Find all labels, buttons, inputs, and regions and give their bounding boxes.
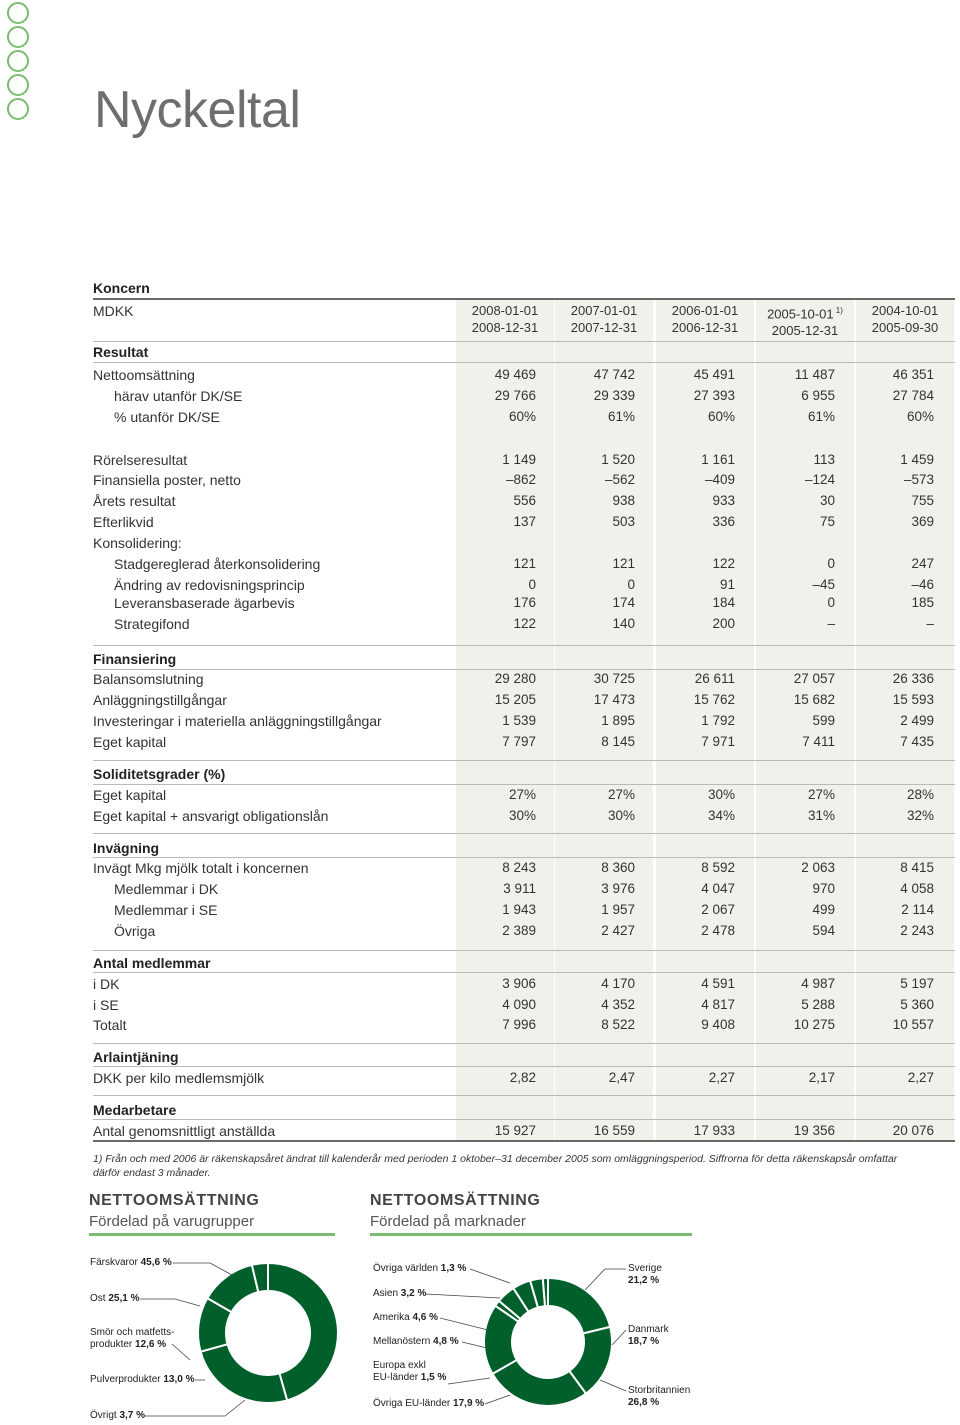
label-percent: 1,5 % [418,1372,447,1383]
label-text: Övrigt [90,1410,117,1421]
cell-value: 121 [513,556,536,571]
cell-value: 176 [513,595,536,610]
cell-value: 4 352 [601,997,635,1012]
chart-title: NETTOOMSÄTTNING [370,1192,541,1209]
label-percent: 26,8 % [628,1397,660,1408]
cell-value: 9 408 [701,1017,735,1032]
cell-value: 5 288 [801,997,835,1012]
label-percent: 1,3 % [438,1263,467,1274]
section-heading: Resultat [93,344,149,360]
cell-value: 15 762 [693,692,735,707]
label-text: Sverige [628,1263,662,1274]
row-label: Finansiella poster, netto [93,472,241,488]
chart2-label [373,1360,446,1384]
cell-value: 1 792 [701,713,735,728]
chart2-leader-line [426,1294,500,1298]
cell-value: 27 057 [793,671,835,686]
label-percent: 25,1 % [105,1293,140,1304]
label-percent: 13,0 % [160,1374,195,1385]
cell-value: 30% [707,787,735,802]
row-label: Årets resultat [93,493,176,509]
row-label: Eget kapital [93,787,167,803]
section-heading: Antal medlemmar [93,955,211,971]
cell-value: 27 393 [693,388,735,403]
label-text: Europa exkl [373,1360,426,1371]
period-from: 2007-01-01 [570,303,638,318]
label-text: Amerika [373,1312,410,1323]
label-text: Färskvaror [90,1257,138,1268]
cell-value: 4 170 [601,976,635,991]
section-heading: Arlaintjäning [93,1049,179,1065]
row-label: i DK [93,976,120,992]
period-from: 2004-10-01 [871,303,939,318]
label-text: Ost [90,1293,106,1304]
cell-value: 27 784 [892,388,934,403]
chart2-leader-line [470,1269,510,1283]
row-label: Leveransbaserade ägarbevis [114,595,295,611]
row-label: Konsolidering: [93,535,182,551]
cell-value: 137 [513,514,536,529]
cell-value: 4 987 [801,976,835,991]
cell-value: 4 591 [701,976,735,991]
cell-value: 60% [707,409,735,424]
cell-value: 10 557 [892,1017,934,1032]
cell-value: 2,47 [608,1070,635,1085]
label-text: produkter [90,1339,133,1350]
label-percent: 4,6 % [409,1312,439,1323]
row-label: Strategifond [114,616,190,632]
unit-label: MDKK [93,303,134,319]
row-label: Nettoomsättning [93,367,195,383]
cell-value: 20 076 [892,1123,934,1138]
cell-value: 2,82 [509,1070,536,1085]
row-label: % utanför DK/SE [114,409,220,425]
row-label: Efterlikvid [93,514,154,530]
chart2-label [373,1336,459,1348]
row-label: Medlemmar i SE [114,902,218,918]
cell-value: 28% [906,787,934,802]
cell-value: 27% [607,787,635,802]
period-to: 2007-12-31 [570,320,638,335]
chart1-label [90,1374,195,1386]
row-label: Totalt [93,1017,127,1033]
row-label: härav utanför DK/SE [114,388,243,404]
cell-value: 938 [612,493,635,508]
cell-value: 4 817 [701,997,735,1012]
chart-underline [89,1233,335,1236]
cell-value: 6 955 [801,388,835,403]
cell-value: 1 520 [601,452,635,467]
cell-value: 3 906 [502,976,536,991]
label-text: Övriga EU-länder [373,1398,451,1409]
cell-value: 122 [513,616,536,631]
chart2-label [373,1398,484,1410]
row-label: Balansomslutning [93,671,204,687]
cell-value: 7 971 [701,734,735,749]
cell-value: 755 [911,493,934,508]
label-percent: 3,2 % [398,1288,427,1299]
label-text: Asien [373,1288,399,1299]
cell-value: 60% [508,409,536,424]
cell-value: 594 [812,923,835,938]
chart2-leader-line [440,1318,488,1330]
cell-value: 499 [812,902,835,917]
chart1-label [90,1257,172,1269]
cell-value: 2,17 [808,1070,835,1085]
cell-value: 45 491 [693,367,735,382]
cell-value: 8 145 [601,734,635,749]
cell-value: 599 [812,713,835,728]
cell-value: 17 473 [593,692,635,707]
cell-value: 15 927 [494,1123,536,1138]
cell-value: 49 469 [494,367,536,382]
chart1-leader-line [172,1344,190,1360]
cell-value: 1 957 [601,902,635,917]
cell-value: 0 [827,595,835,610]
cell-value: 46 351 [892,367,934,382]
cell-value: 26 336 [892,671,934,686]
cell-value: 2 427 [601,923,635,938]
row-label: Investeringar i materiella anläggningstillgångar [93,713,382,729]
row-label: Eget kapital + ansvarigt obligationslån [93,808,329,824]
period-to: 2008-12-31 [471,320,539,335]
cell-value: 15 205 [494,692,536,707]
label-text: Pulverprodukter [90,1374,161,1385]
cell-value: 26 611 [694,671,735,686]
label-percent: 4,8 % [430,1336,459,1347]
section-heading: Medarbetare [93,1102,177,1118]
cell-value: 15 593 [892,692,934,707]
cell-value: 200 [712,616,735,631]
period-to: 2006-12-31 [671,320,739,335]
cell-value: 2 478 [701,923,735,938]
chart2-label [628,1385,690,1409]
row-label: Invägt Mkg mjölk totalt i koncernen [93,860,309,876]
cell-value: 61% [807,409,835,424]
label-text: Mellanöstern [373,1336,431,1347]
cell-value: 185 [911,595,934,610]
chart2-leader-line [600,1380,626,1391]
period-from: 2008-01-01 [471,303,539,318]
cell-value: 19 356 [793,1123,835,1138]
chart1-leader-line [140,1299,200,1306]
label-text: Smör och matfetts- [90,1327,175,1338]
footnote-marker: 1) [833,306,843,315]
section-heading: Soliditetsgrader (%) [93,766,226,782]
cell-value: 30 725 [593,671,635,686]
chart-title: NETTOOMSÄTTNING [89,1192,260,1209]
cell-value: 60% [906,409,934,424]
cell-value: 27% [508,787,536,802]
cell-value: 556 [513,493,536,508]
cell-value: –409 [704,472,735,487]
row-label: Stadgereglerad återkonsolidering [114,556,321,572]
cell-value: 174 [612,595,635,610]
cell-value: 5 197 [900,976,934,991]
cell-value: – [926,616,934,631]
cell-value: 1 459 [900,452,934,467]
cell-value: 7 797 [502,734,536,749]
cell-value: 2 067 [701,902,735,917]
label-percent: 12,6 % [132,1339,167,1350]
cell-value: 2 499 [900,713,934,728]
cell-value: 8 592 [701,860,735,875]
chart2-leader-line [448,1378,490,1384]
row-label: Anläggningstillgångar [93,692,227,708]
cell-value: 2 243 [900,923,934,938]
cell-value: 8 243 [502,860,536,875]
cell-value: –124 [804,472,835,487]
cell-value: 1 539 [502,713,536,728]
cell-value: 1 895 [601,713,635,728]
chart2-leader-line [485,1395,510,1404]
label-percent: 18,7 % [628,1336,660,1347]
cell-value: 75 [819,514,835,529]
period-to: 2005-09-30 [871,320,939,335]
cell-value: 0 [528,577,536,592]
cell-value: 11 487 [794,367,835,382]
chart2-leader-line [585,1269,626,1290]
cell-value: 47 742 [593,367,635,382]
cell-value: 8 415 [900,860,934,875]
chart1-leader-line [173,1263,232,1275]
cell-value: 2 389 [502,923,536,938]
cell-value: 32% [906,808,934,823]
cell-value: 10 275 [793,1017,835,1032]
chart2-label [373,1288,426,1300]
chart2-label [628,1324,669,1348]
cell-value: 4 058 [900,881,934,896]
cell-value: 1 161 [701,452,735,467]
cell-value: 113 [813,452,835,467]
chart-subtitle: Fördelad på varugrupper [89,1213,255,1230]
cell-value: –562 [604,472,635,487]
cell-value: 369 [911,514,934,529]
row-label: i SE [93,997,119,1013]
label-percent: 21,2 % [628,1275,660,1286]
chart1-label [90,1327,174,1351]
cell-value: 121 [612,556,635,571]
cell-value: 1 149 [502,452,536,467]
marknad-slice-0 [548,1278,610,1333]
row-label: Ändring av redovisningsprincip [114,577,305,593]
cell-value: 503 [612,514,635,529]
label-text: Övriga världen [373,1263,439,1274]
cell-value: 184 [712,595,735,610]
cell-value: 3 911 [503,881,536,896]
cell-value: 8 522 [601,1017,635,1032]
chart1-label [90,1293,139,1305]
cell-value: 2 063 [801,860,835,875]
row-label: Antal genomsnittligt anställda [93,1123,276,1139]
cell-value: – [827,616,835,631]
chart2-label [628,1263,662,1287]
cell-value: 27% [807,787,835,802]
label-percent: 45,6 % [137,1257,172,1268]
cell-value: 61% [607,409,635,424]
chart1-leader-line [145,1400,245,1416]
cell-value: 2,27 [907,1070,934,1085]
footnote: 1) Från och med 2006 är räkenskapsåret ändrat till kalenderår med perioden 1 oktober–31 december 2005 som omläggningsperiod. Siffrorna för detta räkenskapsår omfattar därför endast 3 månader. [93,1153,898,1179]
cell-value: 17 933 [693,1123,735,1138]
cell-value: 7 996 [502,1017,536,1032]
row-label: Rörelseresultat [93,452,188,468]
cell-value: 29 280 [494,671,536,686]
cell-value: 29 766 [494,388,536,403]
period-from: 2006-01-01 [671,303,739,318]
cell-value: 970 [812,881,835,896]
row-label: Övriga [114,923,156,939]
cell-value: –45 [812,577,835,592]
cell-value: 34% [707,808,735,823]
group-heading: Koncern [93,280,150,296]
cell-value: 933 [712,493,735,508]
period-from: 2005-10-01 [767,306,834,322]
cell-value: –862 [505,472,536,487]
cell-value: 140 [612,616,635,631]
cell-value: 122 [712,556,735,571]
cell-value: 30 [819,493,835,508]
cell-value: 30% [607,808,635,823]
cell-value: 1 943 [502,902,536,917]
cell-value: 15 682 [793,692,835,707]
chart2-label [373,1263,466,1275]
cell-value: 2 114 [901,902,934,917]
row-label: Medlemmar i DK [114,881,219,897]
label-percent: 3,7 % [116,1410,146,1421]
label-percent: 17,9 % [450,1398,485,1409]
chart-subtitle: Fördelad på marknader [370,1213,526,1230]
cell-value: –573 [903,472,934,487]
cell-value: 0 [627,577,635,592]
chart2-leader-line [612,1330,626,1345]
cell-value: 247 [911,556,934,571]
chart1-label [90,1410,145,1422]
page-title: Nyckeltal [94,81,301,139]
chart-underline [370,1233,692,1236]
section-heading: Finansiering [93,651,177,667]
cell-value: 7 435 [900,734,934,749]
section-heading: Invägning [93,840,160,856]
cell-value: 16 559 [593,1123,635,1138]
cell-value: 4 090 [502,997,536,1012]
cell-value: 91 [719,577,735,592]
cell-value: –46 [911,577,934,592]
cell-value: 5 360 [900,997,934,1012]
row-label: Eget kapital [93,734,167,750]
label-text: Storbritannien [628,1385,691,1396]
cell-value: 3 976 [601,881,635,896]
row-label: DKK per kilo medlemsmjölk [93,1070,265,1086]
period-to: 2005-12-31 [771,323,839,339]
cell-value: 336 [712,514,735,529]
label-text: Danmark [628,1324,669,1335]
cell-value: 31% [807,808,835,823]
varugrupp-slice-1 [201,1344,288,1403]
cell-value: 2,27 [708,1070,735,1085]
label-text: EU-länder [373,1372,419,1383]
cell-value: 7 411 [802,734,835,749]
cell-value: 4 047 [701,881,735,896]
chart2-label [373,1312,438,1324]
cell-value: 30% [508,808,536,823]
cell-value: 0 [827,556,835,571]
cell-value: 29 339 [593,388,635,403]
cell-value: 8 360 [601,860,635,875]
